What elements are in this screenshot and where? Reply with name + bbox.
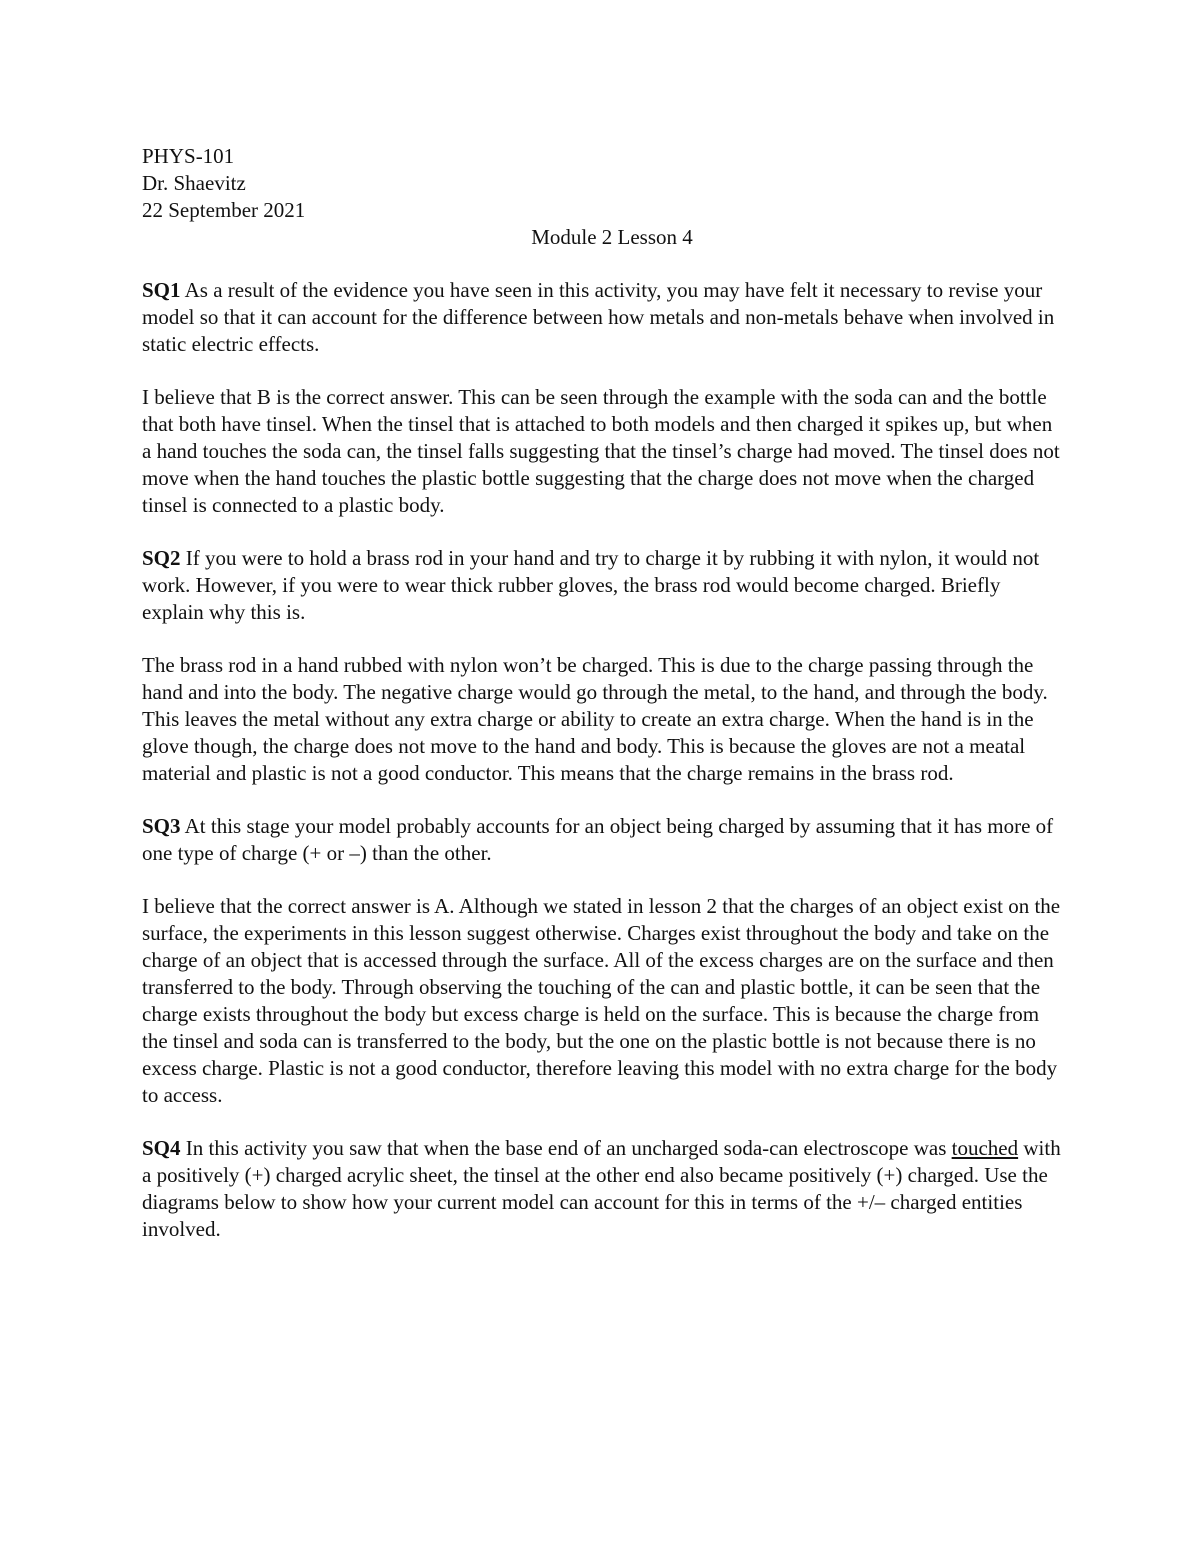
sq1-question xyxy=(142,277,1062,358)
spacer xyxy=(142,519,1062,545)
sq2-question-text: If you were to hold a brass rod in your hand and try to charge it by rubbing it with nylon, it would not work. However, if you were to wear thick rubber gloves, the brass rod would become charged. Briefly explain why this is. xyxy=(142,546,1040,624)
document-page xyxy=(142,143,1062,1243)
sq2-answer: The brass rod in a hand rubbed with nylon won’t be charged. This is due to the charge passing through the hand and into the body. The negative charge would go through the metal, to the hand, and through the body. This leaves the metal without any extra charge or ability to create an extra charge. When the hand is in the glove though, the charge does not move to the hand and body. This is because the gloves are not a meatal material and plastic is not a good conductor. This means that the charge remains in the brass rod. xyxy=(142,653,1048,785)
spacer xyxy=(142,251,1062,277)
sq3-answer: I believe that the correct answer is A. Although we stated in lesson 2 that the charges of an object exist on the surface, the experiments in this lesson suggest otherwise. Charges exist throughout the body and take on the charge of an object that is accessed through the surface. All of the excess charges are on the surface and then transferred to the body. Through observing the touching of the can and plastic bottle, it can be seen that the charge exists throughout the body but excess charge is held on the surface. This is because the charge from the tinsel and soda can is transferred to the body, but the one on the plastic bottle is not because there is no excess charge. Plastic is not a good conductor, therefore leaving this model with no extra charge for the body to access. xyxy=(142,894,1061,1107)
sq2-label: SQ2 xyxy=(142,546,181,570)
instructor-name: Dr. Shaevitz xyxy=(142,171,246,195)
document-title: Module 2 Lesson 4 xyxy=(531,225,693,249)
spacer xyxy=(142,787,1062,813)
sq4-underlined-word: touched xyxy=(951,1136,1019,1160)
course-code: PHYS-101 xyxy=(142,144,235,168)
sq1-question-text: As a result of the evidence you have seen in this activity, you may have felt it necessary to revise your model so that it can account for the difference between how metals and non-metals behave when involved in static electric effects. xyxy=(142,278,1055,356)
document-date: 22 September 2021 xyxy=(142,198,306,222)
sq2-question xyxy=(142,545,1062,626)
spacer xyxy=(142,1109,1062,1135)
sq4-question-text-1: In this activity you saw that when the base end of an uncharged soda-can electroscope was xyxy=(180,1136,952,1160)
sq3-question xyxy=(142,813,1062,867)
spacer xyxy=(142,867,1062,893)
sq4-question-text-2: with a positively (+) charged acrylic sheet, the tinsel at the other end also became positively (+) charged. Use the diagrams below to show how your current model can account for this in terms of the +/– charged entities involved. xyxy=(142,1136,1061,1241)
sq3-label: SQ3 xyxy=(142,814,181,838)
spacer xyxy=(142,358,1062,384)
spacer xyxy=(142,626,1062,652)
sq3-question-text: At this stage your model probably accounts for an object being charged by assuming that it has more of one type of charge (+ or –) than the other. xyxy=(142,814,1054,865)
sq4-label: SQ4 xyxy=(142,1136,181,1160)
sq1-label: SQ1 xyxy=(142,278,181,302)
sq4-question xyxy=(142,1135,1062,1243)
sq1-answer: I believe that B is the correct answer. This can be seen through the example with the soda can and the bottle that both have tinsel. When the tinsel that is attached to both models and then charged it spikes up, but when a hand touches the soda can, the tinsel falls suggesting that the tinsel’s charge had moved. The tinsel does not move when the hand touches the plastic bottle suggesting that the charge does not move when the charged tinsel is connected to a plastic body. xyxy=(142,385,1060,517)
